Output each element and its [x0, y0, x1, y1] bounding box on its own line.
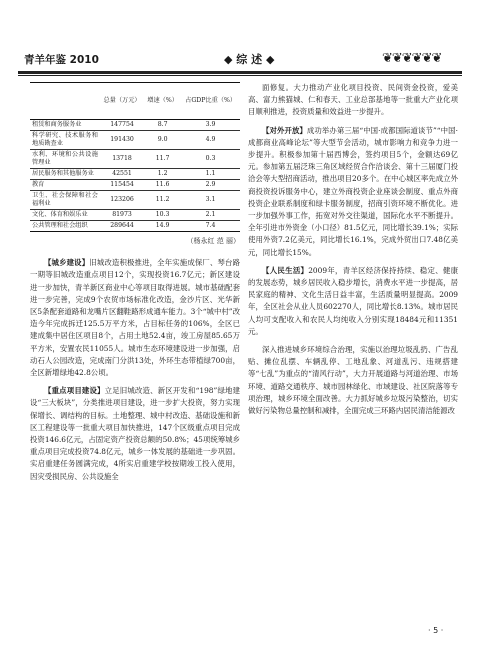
paragraph-text: 旧城改造积极推进，全年实施成保厂、琴台路一期等旧城改造重点项目12个，实现投资16.7亿元；新区建设进一步加快，青羊新区商业中心等项目取得进展。城市基础配套进一步完善，完成9个农贸市场标准化改造，金沙片区、光华新区5条配套道路和龙嘴片区翻鞋路形成通车能力。3个“城中村”改造今年完成拆迁125.5万平方米，占目标任务的106%，全区已建成集中居住区项目8个，占用土地52.4亩，竣工房屋85.65万平方米，安置农民11055人。城市生态环境建设进一步加强，启动石人公园改造，完成南门分洪13处，外环生态带植绿700亩，全区新增绿地42.8公顷。	[30, 258, 240, 378]
value-cell: 11.6	[144, 180, 181, 191]
paragraph-opening-up	[248, 125, 458, 259]
value-cell: 123206	[100, 191, 144, 210]
section-tag: 【城乡建设】	[44, 258, 90, 268]
table-header-row	[30, 83, 240, 120]
table-row	[30, 221, 240, 232]
header-rule-thin	[18, 75, 462, 76]
paragraph-continuation	[248, 82, 458, 119]
value-cell: 115454	[100, 180, 144, 191]
table-row	[30, 169, 240, 180]
table-row	[30, 210, 240, 221]
gdp-services-table	[30, 82, 240, 232]
value-cell: 8.7	[144, 120, 181, 131]
paragraph-text: 深入推进城乡环境综合治理，实施以治理垃圾乱扔、广告乱贴、摊位乱摆、车辆乱停、工地乱象、河道乱污、违规搭建等“七乱”为重点的“清风行动”，大力开展道路与河道治理、市场环境、道路交通秩序、城市园林绿化、市域建设、社区院落等专项治理，城乡环境全面改善。大力抓好城乡垃圾污染整治，切实做好污染物总量控制和减排，全面完成三环路内居民清洁能源改	[248, 345, 458, 416]
yearbook-title: 青羊年鉴 2010	[24, 54, 99, 66]
section-tag: 【人民生活】	[262, 265, 309, 275]
paragraph-urban-construction	[30, 257, 240, 379]
table-row	[30, 191, 240, 210]
page-header	[18, 48, 462, 70]
table-header-cell	[30, 83, 100, 120]
table-row	[30, 180, 240, 191]
category-cell: 公共管理和社会组织	[30, 221, 100, 232]
category-cell: 居民服务和其他服务业	[30, 169, 100, 180]
value-cell: 11.7	[144, 150, 181, 169]
value-cell: 81973	[100, 210, 144, 221]
value-cell: 9.0	[144, 131, 181, 150]
value-cell: 2.1	[181, 210, 240, 221]
table-header-cell: 占GDP比重（%）	[181, 83, 240, 120]
value-cell: 191430	[100, 131, 144, 150]
paragraph-text: 面修复。大力推动产业化项目投资、民间资金投资，爱美高、富力熊猫城、仁和春天、工业总部基地等一批重大产业化项目顺利推进，投资质量和效益进一步提升。	[248, 83, 458, 117]
paragraph-text: 立足旧城改造、新区开发和“198”绿地建设“三大板块”，分类推进项目建设，进一步扩大投资，努力实现保增长、调结构的目标。土地整理、城中村改造、基础设施和新区工程建设等一批重大项目加快推进，147个区级重点项目完成投资146.6亿元，占固定资产投资总额的50.8%；45项统筹城乡重点项目完成投资74.8亿元，城乡一体发展的基础进一步巩固。实启重建任务圆满完成，4所实启重建学校按期竣工投入使用，因灾受损民房、公共设施全	[30, 386, 240, 481]
value-cell: 10.3	[144, 210, 181, 221]
value-cell: 42551	[100, 169, 144, 180]
paragraph-key-projects	[30, 385, 240, 483]
value-cell: 147754	[100, 120, 144, 131]
section-tag: 【对外开放】	[262, 125, 307, 135]
category-cell: 科学研究、技术服务和地质勘查业	[30, 131, 100, 150]
value-cell: 0.3	[181, 150, 240, 169]
header-ornament: ❦❦❦❦❦❦	[382, 51, 442, 66]
category-cell: 文化、体育和娱乐业	[30, 210, 100, 221]
right-column	[248, 82, 458, 417]
section-title: ◆ 综 述 ◆	[224, 53, 275, 66]
value-cell: 14.9	[144, 221, 181, 232]
left-column	[30, 82, 240, 483]
value-cell: 11.2	[144, 191, 181, 210]
section-tag: 【重点项目建设】	[44, 386, 105, 396]
category-cell: 教育	[30, 180, 100, 191]
table-row	[30, 150, 240, 169]
value-cell: 2.9	[181, 180, 240, 191]
value-cell: 3.9	[181, 120, 240, 131]
table-row	[30, 131, 240, 150]
value-cell: 1.1	[181, 169, 240, 180]
value-cell: 7.4	[181, 221, 240, 232]
value-cell: 1.2	[144, 169, 181, 180]
table-header-cell: 总量（万元）	[100, 83, 144, 120]
category-cell: 卫生、社会保障和社会福利业	[30, 191, 100, 210]
paragraph-living-standard	[248, 265, 458, 338]
value-cell: 3.1	[181, 191, 240, 210]
table-row	[30, 120, 240, 131]
category-cell: 水利、环境和公共设施管理业	[30, 150, 100, 169]
value-cell: 13718	[100, 150, 144, 169]
category-cell: 租赁和商务服务业	[30, 120, 100, 131]
table-header-cell: 增速（%）	[144, 83, 181, 120]
header-rule	[18, 71, 462, 74]
paragraph-text: 2009年，青羊区经济保持持续、稳定、健康的发展态势，城乡居民收入稳步增长，消费水平进一步提高，居民家庭的精神、文化生活日益丰富，生活质量明显提高。2009年，全区社会从业人员602270人，同比增长8.13%。城市居民人均可支配收入和农民人均纯收入分别实现18484元和11351元。	[248, 265, 458, 336]
paragraph-text: 成功举办第三届“中国·成都国际道谈节”“中国·成都商业高峰论坛”等大型节会活动，城市影响力和竞争力进一步提升。积极参加第十届西博会，签约项目5个，金额达69亿元。参加第五届泛珠三角区域经贸合作洽谈会、第十三届厦门投洽会等大型招商活动，推出项目20多个。在中心城区率先成立外商投资投诉服务中心，建立外商投资企业座谈会制度、重点外商投资企业联系制度和绿卡服务制度，招商引资环境不断优化。进一步加强外事工作，拓宽对外交往渠道，国际化水平不断提升。全年引进市外资金（小口径）81.5亿元，同比增长39.1%；实际使用外资7.2亿美元，同比增长16.1%，完成外贸出口7.48亿美元，同比增长15%。	[248, 125, 458, 257]
table-authors: （杨永红 范 丽）	[186, 237, 240, 245]
value-cell: 289644	[100, 221, 144, 232]
paragraph-environment	[248, 344, 458, 417]
value-cell: 4.9	[181, 131, 240, 150]
page-number: · 5 ·	[428, 626, 444, 635]
